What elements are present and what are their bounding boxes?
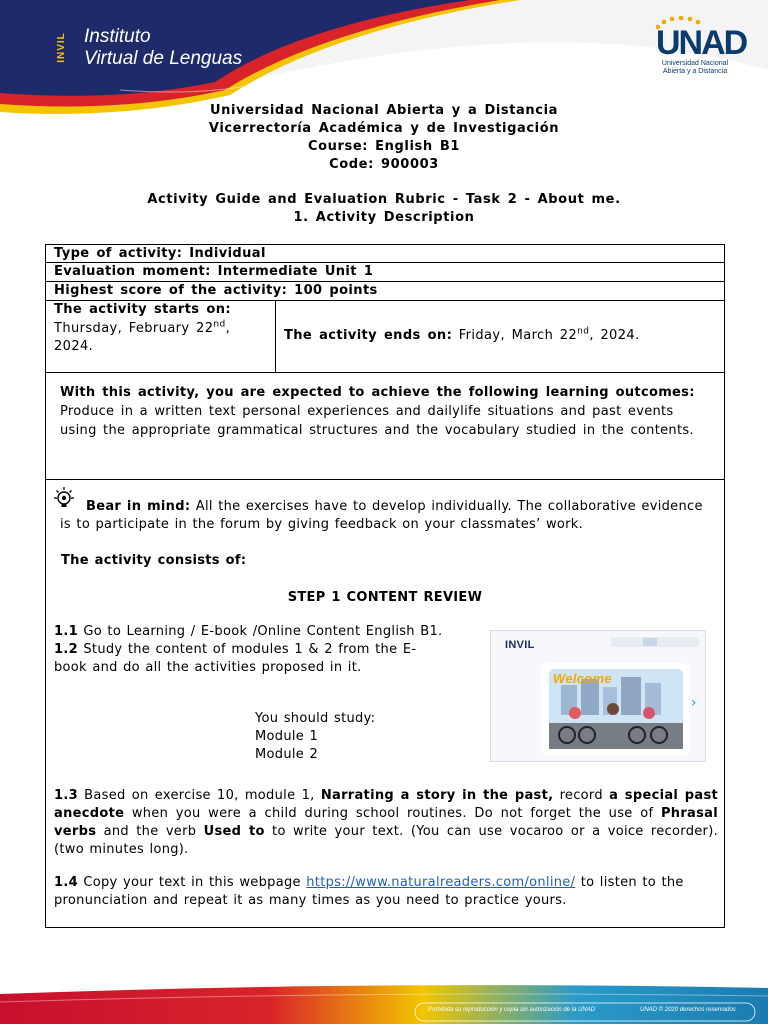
vice-rectory: Vicerrectoría Académica y de Investigación xyxy=(208,121,560,136)
section-title: 1. Activity Description xyxy=(293,210,475,225)
unad-logo xyxy=(650,16,747,76)
ebook-thumbnail[interactable] xyxy=(490,630,706,762)
step-title: STEP 1 CONTENT REVIEW xyxy=(287,590,483,605)
unad-subtitle-1: Universidad Nacional xyxy=(661,60,729,67)
unad-subtitle-2: Abierta y a Distancia xyxy=(662,68,728,75)
start-label: The activity starts on: xyxy=(54,302,231,317)
footer-banner xyxy=(0,980,768,1024)
title-block xyxy=(0,102,768,174)
guide-title: Activity Guide and Evaluation Rubric - Task 2 - About me. xyxy=(147,192,621,207)
end-label: The activity ends on: xyxy=(284,328,453,343)
study-module-2: Module 2 xyxy=(255,747,319,762)
outcomes-text: Produce in a written text personal experiences and dailylife situations and past events using the appropriate grammatical structures and the vocabulary studied in the contents. xyxy=(60,404,694,438)
outcomes-row xyxy=(46,373,724,480)
guide-title-block xyxy=(0,191,768,227)
study-module-1: Module 1 xyxy=(255,729,319,744)
activity-table xyxy=(45,244,725,928)
end-date: Friday, March 22nd, 2024. xyxy=(452,326,640,343)
footer-copyright-notice: Prohibida su reproducción y copia sin autorización de la UNAD xyxy=(428,1007,596,1013)
study-list xyxy=(255,710,375,764)
naturalreaders-link[interactable]: https://www.naturalreaders.com/online/ xyxy=(306,875,576,890)
start-year: 2024. xyxy=(54,339,94,354)
score-row: Highest score of the activity: 100 points xyxy=(46,282,724,301)
ebook-preview-image xyxy=(491,631,705,761)
outcomes-heading: With this activity, you are expected to achieve the following learning outcomes: xyxy=(60,385,695,400)
step-1-2: 1.2 Study the content of modules 1 & 2 from the E-book and do all the activities proposed in it. xyxy=(54,642,417,675)
course-name: Course: English B1 xyxy=(307,139,461,154)
dates-row xyxy=(46,301,724,373)
footer-graphic xyxy=(0,980,768,1024)
end-cell xyxy=(284,327,640,344)
step-1-1: 1.1 Go to Learning / E-book /Online Content English B1. xyxy=(54,624,443,639)
logo-line-2: Virtual de Lenguas xyxy=(84,48,243,69)
invil-vertical-logo: INVIL xyxy=(55,32,67,63)
footer-rights: UNAD © 2020 derechos reservados xyxy=(640,1007,736,1013)
bear-in-mind: Bear in mind: All the exercises have to develop individually. The collaborative evidence is to participate in the forum by giving feedback on your classmates’ work. xyxy=(60,499,703,532)
activity-consists: The activity consists of: xyxy=(61,553,247,568)
study-label: You should study: xyxy=(255,711,376,726)
type-row: Type of activity: Individual xyxy=(46,245,724,263)
moment-row: Evaluation moment: Intermediate Unit 1 xyxy=(46,263,724,282)
unad-text: UNAD xyxy=(656,24,747,62)
unad-mark xyxy=(650,16,747,62)
step-1-4: 1.4 Copy your text in this webpage https://www.naturalreaders.com/online/ to listen to the pronunciation and repeat it as many times as you need to practice yours. xyxy=(54,875,684,908)
thumb-welcome: Welcome xyxy=(553,671,612,686)
thumb-brand: INVIL xyxy=(505,639,535,651)
course-code: Code: 900003 xyxy=(329,157,439,172)
university-name: Universidad Nacional Abierta y a Distancia xyxy=(209,103,559,118)
start-date: Thursday, February 22nd, xyxy=(54,319,231,336)
institute-logo xyxy=(84,26,242,70)
step-1-3: 1.3 Based on exercise 10, module 1, Narrating a story in the past, record a special past anecdote when you were a child during school routines. Do not forget the use of Phrasal verbs and the verb Used to to write your text. (You can use vocaroo or a voice recorder). (two minutes long). xyxy=(54,788,718,857)
instructions-section xyxy=(46,480,724,926)
chevron-right-icon: › xyxy=(691,695,697,711)
logo-line-1: Instituto xyxy=(84,26,151,47)
start-cell xyxy=(46,301,276,372)
